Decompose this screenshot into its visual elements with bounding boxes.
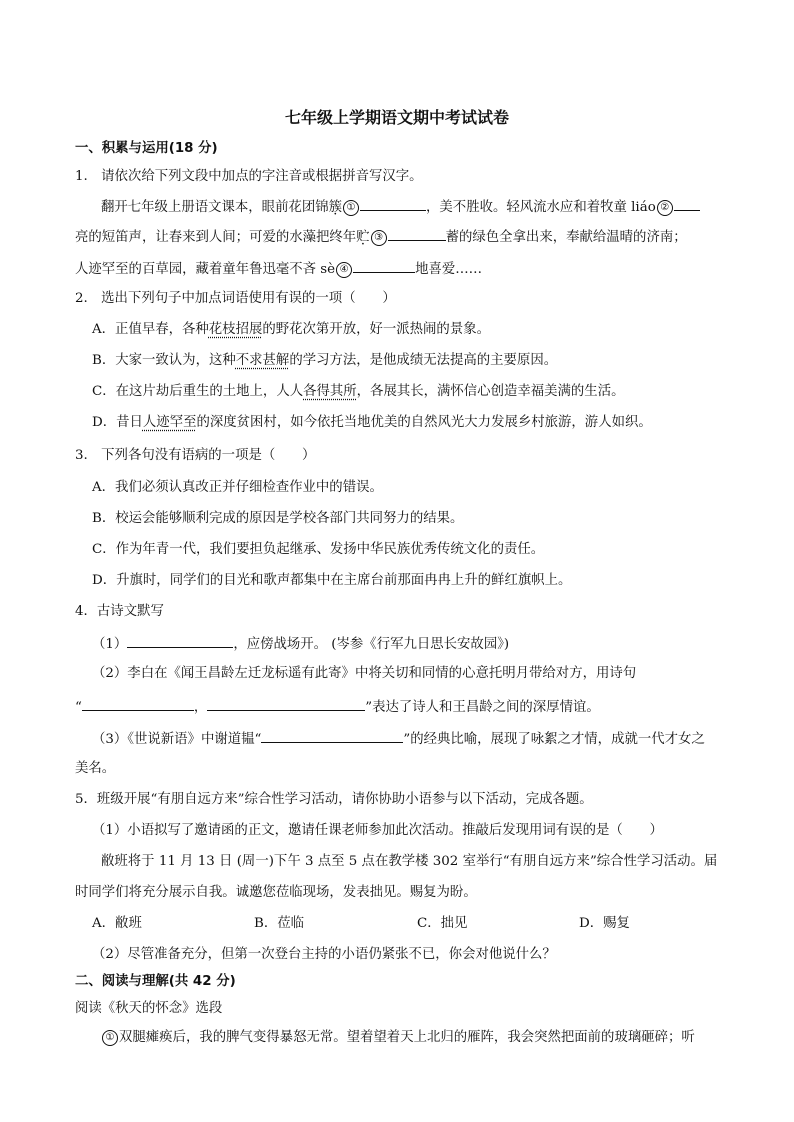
dotted-phrase: 不求甚解 xyxy=(235,353,290,368)
dotted-phrase: 各得其所 xyxy=(303,384,357,399)
answer-blank[interactable] xyxy=(127,633,233,648)
passage-text: 翻开七年级上册语文课本，眼前花团锦 xyxy=(101,200,329,215)
dotted-phrase: 人迹罕至 xyxy=(142,415,197,430)
answer-blank[interactable] xyxy=(82,696,194,711)
answer-blank[interactable] xyxy=(261,728,403,743)
reading-paragraph xyxy=(101,1028,695,1048)
page-title: 七年级上学期语文期中考试试卷 xyxy=(284,108,509,127)
section-heading: 二、阅读与理解(共 42 分) xyxy=(75,974,236,989)
answer-blank[interactable] xyxy=(360,196,426,211)
subquestion: （2）李白在《闻王昌龄左迁龙标遥有此寄》中将关切和同情的心意托明月带给对方，用诗句 xyxy=(92,666,637,681)
question-stem: 4．古诗文默写 xyxy=(75,604,164,619)
subquestion xyxy=(92,728,705,750)
passage-text: 亮的短笛声，让春来到人间；可爱的水藻把终年 xyxy=(75,230,357,245)
answer-blank[interactable] xyxy=(388,226,446,241)
letter-text: 敝班将于 11 月 13 日 (周一)下午 3 点至 5 点在教学楼 302 室举行“有朋自远方来”综合性学习活动。届 xyxy=(101,854,718,869)
option-a[interactable]: A．敝班 xyxy=(92,916,142,931)
passage-text: 地喜爱…… xyxy=(415,262,483,277)
option-d[interactable]: D．升旗时，同学们的目光和歌声都集中在主席台前那面冉冉上升的鲜红旗帜上。 xyxy=(92,573,572,588)
blank-number: ③ xyxy=(371,230,387,246)
answer-blank[interactable] xyxy=(207,696,365,711)
blank-number: ① xyxy=(343,200,359,216)
option-a[interactable]: A．我们必须认真改正并仔细检查作业中的错误。 xyxy=(92,480,383,495)
subquestion-text: ”表达了诗人和王昌龄之间的深厚情谊。 xyxy=(365,700,600,715)
subquestion: 美名。 xyxy=(75,761,116,776)
subquestion-text: ”的经典比喻，展现了咏絮之才情，成就一代才女之 xyxy=(403,732,705,747)
option-b[interactable]: B．莅临 xyxy=(254,916,305,931)
passage-text: 蓄的绿色全拿出来，奉献给温晴的济南； xyxy=(445,230,687,245)
option-text: B．大家一致认为，这种 xyxy=(92,353,236,368)
subquestion xyxy=(75,696,600,718)
reading-intro: 阅读《秋天的怀念》选段 xyxy=(75,1001,223,1016)
option-text: 的野花次第开放，好一派热闹的景象。 xyxy=(262,322,490,337)
subquestion-text: “ xyxy=(75,700,82,715)
blank-number: ④ xyxy=(336,262,352,278)
question-stem: 3. 下列各句没有语病的一项是（ ） xyxy=(75,448,316,463)
section-heading: 一、积累与运用(18 分) xyxy=(75,141,218,156)
answer-blank[interactable] xyxy=(674,196,700,211)
subquestion: （1）小语拟写了邀请函的正文，邀请任课老师参加此次活动。推敲后发现用词有误的是（ ） xyxy=(92,823,663,838)
passage-text: 人迹罕至的百草园，藏着童年鲁迅毫不吝 sè xyxy=(75,262,336,277)
question-stem: 5．班级开展“有朋自远方来”综合性学习活动，请你协助小语参与以下活动，完成各题。 xyxy=(75,792,593,807)
subquestion xyxy=(92,633,509,655)
option-a[interactable] xyxy=(92,320,490,340)
option-c[interactable] xyxy=(92,382,624,402)
passage-line xyxy=(75,258,482,280)
passage-text: ，美不胜收。轻风流水应和着牧童 liáo xyxy=(426,200,656,215)
subquestion-text: （1） xyxy=(92,637,128,652)
dotted-char: 贮 xyxy=(356,230,370,245)
subquestion-text: ，应傍战场开。 (岑参《行军九日思长安故园》) xyxy=(233,637,510,652)
option-text: D．昔日 xyxy=(92,415,143,430)
subquestion-text: ， xyxy=(193,700,208,715)
blank-number: ② xyxy=(657,200,673,216)
option-d[interactable] xyxy=(92,413,652,433)
option-b[interactable] xyxy=(92,351,557,371)
option-text: 的学习方法，是他成绩无法提高的主要原因。 xyxy=(289,353,558,368)
paragraph-number: ① xyxy=(102,1030,118,1046)
option-text: A．正值早春，各种 xyxy=(92,322,209,337)
option-d[interactable]: D．赐复 xyxy=(579,916,630,931)
answer-blank[interactable] xyxy=(353,258,415,273)
dotted-phrase: 花枝招展 xyxy=(208,322,263,337)
subquestion-text: （3）《世说新语》中谢道韫“ xyxy=(92,732,262,747)
option-c[interactable]: C．拙见 xyxy=(417,916,468,931)
question-stem: 1. 请依次给下列文段中加点的字注音或根据拼音写汉字。 xyxy=(75,169,423,184)
option-text: ，各展其长，满怀信心创造幸福美满的生活。 xyxy=(356,384,625,399)
option-text: C．在这片劫后重生的土地上，人人 xyxy=(92,384,304,399)
passage-line xyxy=(101,196,700,218)
dotted-char: 簇 xyxy=(328,200,343,215)
option-c[interactable]: C．作为年青一代，我们要担负起继承、发扬中华民族优秀传统文化的责任。 xyxy=(92,542,545,557)
option-b[interactable]: B．校运会能够顺利完成的原因是学校各部门共同努力的结果。 xyxy=(92,511,464,526)
letter-text: 时同学们将充分展示自我。诚邀您莅临现场，发表拙见。赐复为盼。 xyxy=(75,885,477,900)
question-stem: 2. 选出下列句子中加点词语使用有误的一项（ ） xyxy=(75,291,396,306)
option-text: 的深度贫困村，如今依托当地优美的自然风光大力发展乡村旅游，游人如织。 xyxy=(196,415,652,430)
subquestion: （2）尽管准备充分，但第一次登台主持的小语仍紧张不已，你会对他说什么？ xyxy=(92,947,556,962)
paragraph-text: 双腿瘫痪后，我的脾气变得暴怒无常。望着望着天上北归的雁阵，我会突然把面前的玻璃砸碎；听 xyxy=(119,1030,695,1045)
passage-line xyxy=(75,226,687,248)
